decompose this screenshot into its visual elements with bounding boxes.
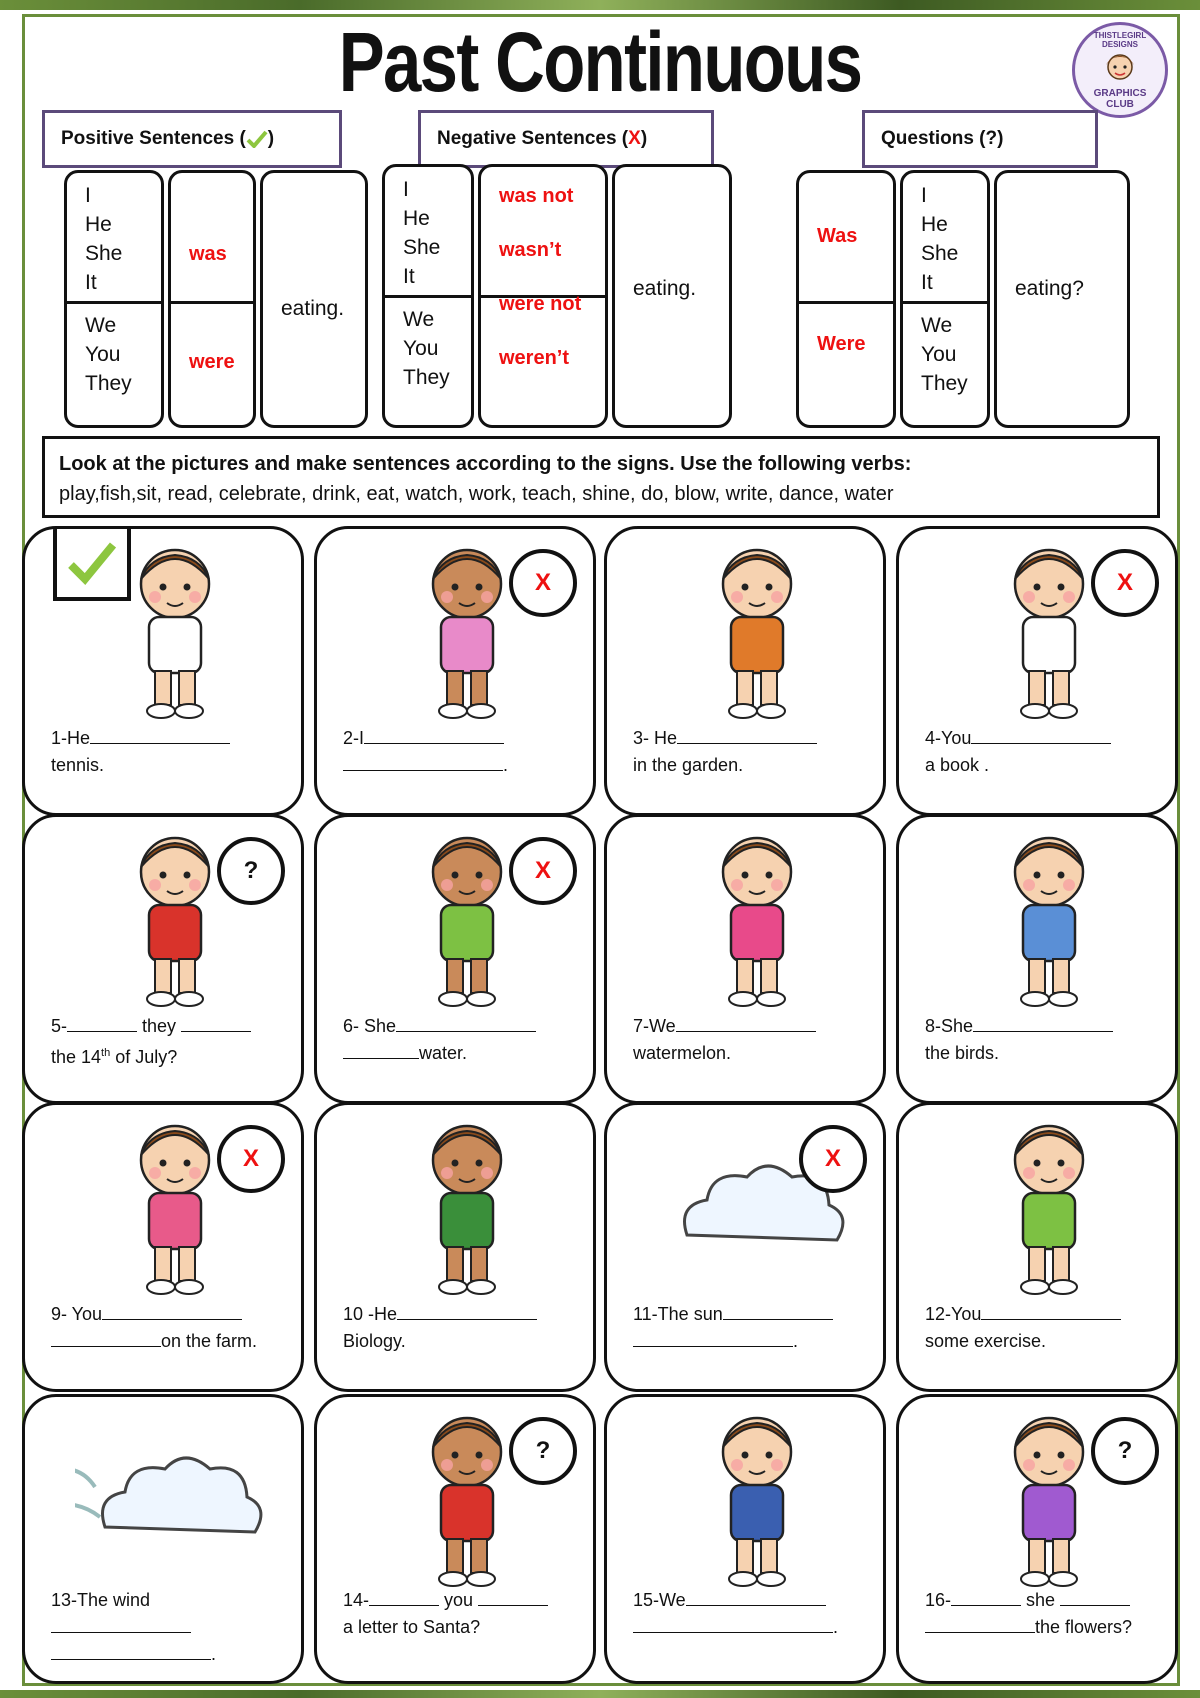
sentence-line-1: [633, 1587, 867, 1614]
answer-blank[interactable]: [369, 1588, 439, 1606]
sentence-prompt: 16-: [925, 1590, 952, 1610]
sentence-line-2: [633, 1040, 867, 1067]
sentence-prompt: 4-You: [925, 728, 972, 748]
pronoun: It: [85, 271, 97, 294]
answer-blank[interactable]: [51, 1329, 161, 1347]
sentence-line-2: [925, 1040, 1159, 1067]
answer-blank[interactable]: [686, 1588, 826, 1606]
sentence-prompt: 8-She: [925, 1016, 974, 1036]
checkmark-icon: [65, 539, 119, 585]
exercise-card: [22, 814, 304, 1104]
sentence-prompt: 6- She: [343, 1016, 397, 1036]
negative-verb: eating.: [612, 164, 732, 428]
answer-blank[interactable]: [981, 1302, 1121, 1320]
sentence-line-1: [925, 725, 1159, 752]
sentence-line-1: [633, 725, 867, 752]
answer-blank[interactable]: [1060, 1588, 1130, 1606]
positive-pronouns: [64, 170, 164, 428]
sentence-end: .: [503, 755, 509, 775]
negative-sign: X: [217, 1125, 285, 1193]
sentence-line-2: [633, 1328, 867, 1355]
exercise-sentence: [51, 725, 285, 779]
negative-sign: X: [799, 1125, 867, 1193]
cloud-illustration: [75, 1397, 275, 1597]
page-title: Past Continuous: [338, 15, 862, 109]
answer-blank[interactable]: [973, 1014, 1113, 1032]
sentence-line-1: [633, 1013, 867, 1040]
exercise-card: [22, 1394, 304, 1684]
pronoun: It: [403, 265, 415, 288]
pronoun: We: [85, 314, 117, 337]
sentence-line-1: [925, 1587, 1159, 1614]
negative-label: Negative Sentences ( X ): [418, 110, 714, 168]
questions-label: Questions (?): [862, 110, 1098, 168]
kid-illustration: [657, 817, 857, 1017]
answer-blank[interactable]: [676, 1014, 816, 1032]
pronouns-singular: [385, 167, 471, 291]
sentence-prompt: 11-The sun: [633, 1304, 723, 1324]
answer-blank[interactable]: [478, 1588, 548, 1606]
exercise-sentence: [633, 1587, 867, 1641]
sentence-prompt: 2-I: [343, 728, 365, 748]
answer-blank[interactable]: [90, 726, 230, 744]
answer-blank[interactable]: [67, 1014, 137, 1032]
exercise-sentence: [51, 1301, 285, 1355]
sentence-end: water.: [419, 1043, 468, 1063]
exercise-card: [22, 1102, 304, 1392]
sentence-end: .: [833, 1617, 839, 1637]
answer-blank[interactable]: [633, 1329, 793, 1347]
sentence-line-2: [925, 1328, 1159, 1355]
sentence-line-1: [51, 1587, 285, 1641]
sentence-prompt: 3- He: [633, 728, 678, 748]
sentence-line-1: [343, 1013, 577, 1040]
sentence-prompt: 1-He: [51, 728, 91, 748]
sentence-line-2: [925, 752, 1159, 779]
kid-illustration: [657, 1397, 857, 1597]
exercise-card: [604, 526, 886, 816]
kid-illustration: [657, 529, 857, 729]
sentence-line-1: [51, 725, 285, 752]
exercise-card: [604, 1394, 886, 1684]
pronoun: She: [921, 242, 959, 265]
sentence-line-2: [343, 1328, 577, 1355]
sentence-end: watermelon.: [633, 1043, 732, 1063]
pronoun: You: [85, 343, 121, 366]
questions-verb: eating?: [994, 170, 1130, 428]
exercise-card: [896, 1394, 1178, 1684]
sentence-line-2: [343, 752, 577, 779]
positive-table: [64, 170, 368, 428]
sentence-line-1: [633, 1301, 867, 1328]
pronouns-singular: [903, 173, 987, 297]
pronoun: She: [85, 242, 123, 265]
answer-blank[interactable]: [397, 1302, 537, 1320]
answer-blank[interactable]: [181, 1014, 251, 1032]
sentence-prompt: 15-We: [633, 1590, 686, 1610]
pronoun: He: [85, 213, 112, 236]
sentence-prompt: 9- You: [51, 1304, 103, 1324]
exercise-card: [604, 1102, 886, 1392]
sentence-prompt: 5-: [51, 1016, 68, 1036]
exercise-sentence: [51, 1013, 285, 1071]
sentence-end: a book .: [925, 755, 990, 775]
exercise-card: [896, 1102, 1178, 1392]
pronoun: He: [403, 207, 430, 230]
bottom-border: [0, 1690, 1200, 1698]
sentence-line-1: [925, 1301, 1159, 1328]
pronoun: You: [921, 343, 957, 366]
negative-sign: X: [1091, 549, 1159, 617]
exercise-card: [22, 526, 304, 816]
answer-blank[interactable]: [396, 1014, 536, 1032]
pronoun: She: [403, 236, 441, 259]
pronoun: They: [921, 372, 968, 395]
sentence-subject: you: [439, 1590, 479, 1610]
positive-label: Positive Sentences ( ): [42, 110, 342, 168]
sentence-line-1: [343, 1587, 577, 1614]
pronoun: It: [921, 271, 933, 294]
sentence-end-2: of July?: [110, 1047, 178, 1067]
exercise-card: [314, 1102, 596, 1392]
instructions-box: Look at the pictures and make sentences according to the signs. Use the following verbs: play,fish,sit, read, celebrate, drink, eat, watch, work, teach, shine, do, blow, write, dance, water: [42, 436, 1160, 518]
exercise-sentence: [925, 725, 1159, 779]
pronoun: He: [921, 213, 948, 236]
sentence-end: tennis.: [51, 755, 105, 775]
sentence-line-2: [51, 1328, 285, 1355]
answer-blank[interactable]: [51, 1642, 211, 1660]
sentence-end: some exercise.: [925, 1331, 1047, 1351]
sentence-end: in the garden.: [633, 755, 744, 775]
exercise-sentence: [633, 1301, 867, 1355]
pronoun: I: [85, 184, 91, 207]
answer-blank[interactable]: [633, 1615, 833, 1633]
pronoun: They: [403, 366, 450, 389]
sentence-prompt: 10 -He: [343, 1304, 398, 1324]
sentence-line-2: [343, 1614, 577, 1641]
pronoun: We: [921, 314, 953, 337]
sentence-prompt: 14-: [343, 1590, 370, 1610]
sentence-line-2: [633, 752, 867, 779]
negative-table: [382, 164, 732, 428]
answer-blank[interactable]: [925, 1615, 1035, 1633]
sentence-prompt: 7-We: [633, 1016, 676, 1036]
positive-aux: was were: [168, 170, 256, 428]
sentence-end: the flowers?: [1035, 1617, 1133, 1637]
negative-sign: X: [509, 549, 577, 617]
pronoun: You: [403, 337, 439, 360]
questions-aux: Was Were: [796, 170, 896, 428]
exercise-sentence: [343, 1301, 577, 1355]
sentence-line-2: [343, 1040, 577, 1067]
answer-blank[interactable]: [971, 726, 1111, 744]
question-sign: ?: [509, 1417, 577, 1485]
questions-pronouns: [900, 170, 990, 428]
answer-blank[interactable]: [677, 726, 817, 744]
sentence-line-2: [925, 1614, 1159, 1641]
answer-blank[interactable]: [343, 753, 503, 771]
exercise-sentence: [343, 1587, 577, 1641]
answer-blank[interactable]: [723, 1302, 833, 1320]
positive-verb: eating.: [260, 170, 368, 428]
negative-pronouns: [382, 164, 474, 428]
answer-blank[interactable]: [951, 1588, 1021, 1606]
answer-blank[interactable]: [102, 1302, 242, 1320]
sentence-end: on the farm.: [161, 1331, 258, 1351]
sentence-end: .: [793, 1331, 799, 1351]
sentence-subject: they: [137, 1016, 182, 1036]
exercise-card: [314, 526, 596, 816]
pronoun: I: [403, 178, 409, 201]
sentence-prompt: 12-You: [925, 1304, 982, 1324]
sentence-prompt: 13-The wind: [51, 1590, 151, 1610]
exercise-sentence: [925, 1587, 1159, 1641]
pronouns-plural: [67, 303, 132, 398]
answer-blank[interactable]: [51, 1615, 191, 1633]
pronoun: We: [403, 308, 435, 331]
checkmark-icon: [246, 130, 268, 148]
kid-illustration: [949, 817, 1149, 1017]
kid-illustration: [367, 1105, 567, 1305]
sentence-end: the birds.: [925, 1043, 1000, 1063]
sentence-end: the 14: [51, 1047, 102, 1067]
sentence-line-2: [51, 752, 285, 779]
sentence-end: Biology.: [343, 1331, 406, 1351]
question-sign: ?: [1091, 1417, 1159, 1485]
pronoun: They: [85, 372, 132, 395]
exercise-sentence: [925, 1301, 1159, 1355]
sentence-line-1: [925, 1013, 1159, 1040]
exercise-card: [896, 526, 1178, 816]
pronouns-plural: [385, 297, 450, 392]
sentence-line-1: [343, 725, 577, 752]
exercise-sentence: [925, 1013, 1159, 1067]
pronoun: I: [921, 184, 927, 207]
exercise-sentence: [633, 725, 867, 779]
top-border: [0, 0, 1200, 10]
exercise-card: [314, 1394, 596, 1684]
pronouns-singular: [67, 173, 161, 297]
sentence-line-1: [343, 1301, 577, 1328]
answer-blank[interactable]: [364, 726, 504, 744]
question-sign: ?: [217, 837, 285, 905]
exercise-card: [604, 814, 886, 1104]
sentence-line-2: [51, 1641, 285, 1668]
exercise-sentence: [51, 1587, 285, 1668]
negative-aux: was not wasn’t were not weren’t: [478, 164, 608, 428]
sentence-end: a letter to Santa?: [343, 1617, 481, 1637]
exercise-sentence: [343, 725, 577, 779]
sentence-line-2: [51, 1040, 285, 1071]
sentence-line-1: [51, 1013, 285, 1040]
sentence-line-1: [51, 1301, 285, 1328]
exercise-sentence: [633, 1013, 867, 1067]
sentence-line-2: [633, 1614, 867, 1641]
answer-blank[interactable]: [343, 1041, 419, 1059]
sentence-subject: she: [1021, 1590, 1061, 1610]
sentence-end: .: [211, 1644, 217, 1664]
exercise-card: [314, 814, 596, 1104]
checkmark-sign: [53, 526, 131, 601]
pronouns-plural: [903, 303, 968, 398]
exercise-sentence: [343, 1013, 577, 1067]
questions-table: [796, 170, 1130, 428]
exercise-card: [896, 814, 1178, 1104]
negative-sign: X: [509, 837, 577, 905]
kid-illustration: [949, 1105, 1149, 1305]
club-logo: THISTLEGIRL DESIGNS GRAPHICS CLUB: [1072, 22, 1168, 118]
ordinal-suffix: th: [101, 1047, 111, 1059]
girl-face-icon: [1100, 49, 1140, 85]
